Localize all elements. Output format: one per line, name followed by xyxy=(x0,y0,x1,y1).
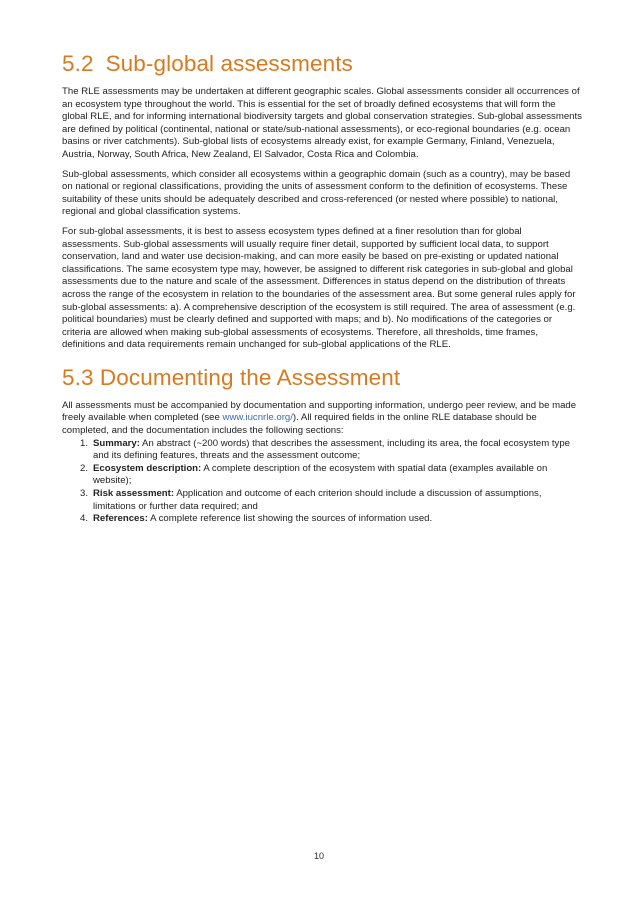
documentation-sections-list xyxy=(62,438,582,526)
intro-text: All assessments must be accompanied by documentation and supporting information, undergo peer review, and be made freely available when completed (see xyxy=(62,399,577,424)
list-item-text: An abstract (~200 words) that describes the assessment, including its area, the focal ecosystem type and its defining features, threats and the assessment outcome; xyxy=(93,437,570,462)
list-item-text: A complete description of the ecosystem with spatial data (examples available on website); xyxy=(93,462,548,487)
section-heading-5-3: 5.3 Documenting the Assessment xyxy=(62,364,401,390)
list-item-term: Summary: xyxy=(93,437,140,449)
list-item-text: Application and outcome of each criterion should include a discussion of assumptions, limitations or further data required; and xyxy=(93,488,542,512)
list-item xyxy=(62,488,582,513)
paragraph-5-2-3: For sub-global assessments, it is best to assess ecosystem types defined at a finer resolution than for global assessments. Sub-global assessments will usually require finer detail, supported by sufficient local data, to support conservation, land and water use decision-making, and can more easily be based on pre-existing or updated national classifications. The same ecosystem type may, however, be assigned to different risk categories in sub-global and global assessments due to the nature and scale of the assessment. Differences in status depend on the distribution of threats across the range of the ecosystem in relation to the boundaries of the assessment area. But some general rules apply for sub-global assessments: a). A comprehensive description of the ecosystem is still required. The area of assessment (e.g. political boundaries) must be clearly defined and supported with maps; and b). No modifications of the categories or criteria are allowed when making sub-global assessments of ecosystems. Therefore, all thresholds, time frames, definitions and data requirements remain unchanged for sub-global applications of the RLE. xyxy=(62,225,576,351)
list-item xyxy=(62,463,582,488)
list-item-number: 3. xyxy=(80,488,89,500)
list-item-term: Ecosystem description: xyxy=(93,462,202,474)
list-item-term: References: xyxy=(93,513,148,525)
paragraph-5-2-2: Sub-global assessments, which consider all ecosystems within a geographic domain (such as a country), may be based on national or regional classifications, providing the units of assessment conform to the definition of ecosystems. These suitability of these units should be adequately described and cross-referenced (or nested where possible) to national, regional and global classification systems. xyxy=(62,168,571,218)
section-title: Sub-global assessments xyxy=(105,51,353,76)
intro-text-continued: ). All required fields in the online RLE database should be completed, and the documentation includes the following sections: xyxy=(62,412,537,437)
list-item xyxy=(62,513,582,526)
list-item-number: 2. xyxy=(80,462,89,474)
list-item-term: Risk assessment: xyxy=(93,488,175,500)
page-number: 10 xyxy=(313,851,324,861)
paragraph-5-3-intro xyxy=(62,400,582,438)
list-item-number: 4. xyxy=(80,513,89,525)
website-link[interactable]: www.iucnrle.org/ xyxy=(222,412,293,424)
section-number: 5.2 xyxy=(62,51,94,76)
document-page xyxy=(62,50,582,526)
section-heading-5-2 xyxy=(62,50,582,78)
list-item-text: A complete reference list showing the sources of information used. xyxy=(147,513,433,525)
list-item-number: 1. xyxy=(80,437,89,449)
paragraph-5-2-1: The RLE assessments may be undertaken at different geographic scales. Global assessments consider all occurrences of an ecosystem type throughout the world. This is essential for the set of broadly defined ecosystems that will form the global RLE, and for informing international biodiversity targets and global conservation strategies. Sub-global assessments are defined by political (continental, national or state/sub-national assessments), or eco-regional boundaries (e.g. ocean basins or river catchments). Sub-global lists of ecosystems already exist, for example Germany, Finland, Venezuela, Austria, Norway, South Africa, New Zealand, El Salvador, Costa Rica and Colombia. xyxy=(62,86,582,160)
list-item xyxy=(62,438,582,463)
